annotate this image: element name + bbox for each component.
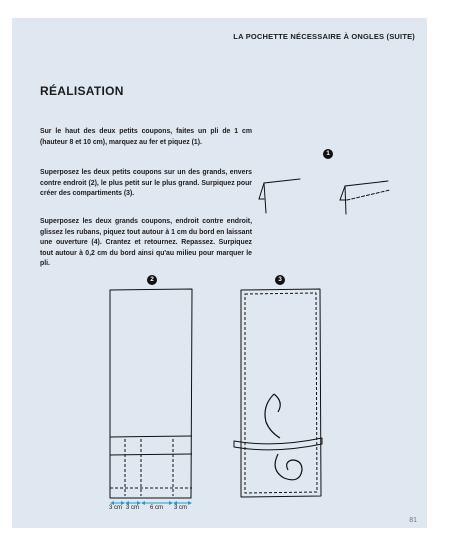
section-title: RÉALISATION [40, 84, 124, 98]
measurement-label: 6 cm [150, 505, 164, 511]
book-page [12, 18, 427, 528]
instruction-paragraph: Sur le haut des deux petits coupons, faites un pli de 1 cm (hauteur 8 et 10 cm), marquez au fer et piquez (1). [40, 128, 252, 146]
sewing-illustrations [12, 18, 427, 528]
fold-diagram [259, 179, 390, 214]
step-badge: 2 [147, 275, 157, 285]
page-number: 81 [409, 517, 417, 524]
panel-diagram [110, 289, 192, 498]
measurement-label: 3 cm [126, 505, 140, 511]
assembled-pouch-diagram [234, 289, 322, 497]
instruction-paragraph: Superposez les deux petits coupons sur un des grands, envers contre endroit (2), le plus petit sur le plus grand. Surpiquez pour créer des compartiments (3). [40, 169, 252, 198]
step-badge: 3 [275, 275, 285, 285]
measurement-label: 3 cm [109, 505, 123, 511]
running-title: LA POCHETTE NÉCESSAIRE À ONGLES (SUITE) [233, 32, 415, 41]
instruction-paragraph: Superposez les deux grands coupons, endroit contre endroit, glissez les rubans, piquez tout autour à 1 cm du bord en laissant une ouverture (4). Crantez et retournez. Repassez. Surpiquez tout autour à 0,2 cm du bord ainsi qu'au milieu pour marquer le pli. [40, 218, 252, 268]
measurement-label: 3 cm [174, 505, 188, 511]
step-badge: 1 [323, 149, 333, 159]
